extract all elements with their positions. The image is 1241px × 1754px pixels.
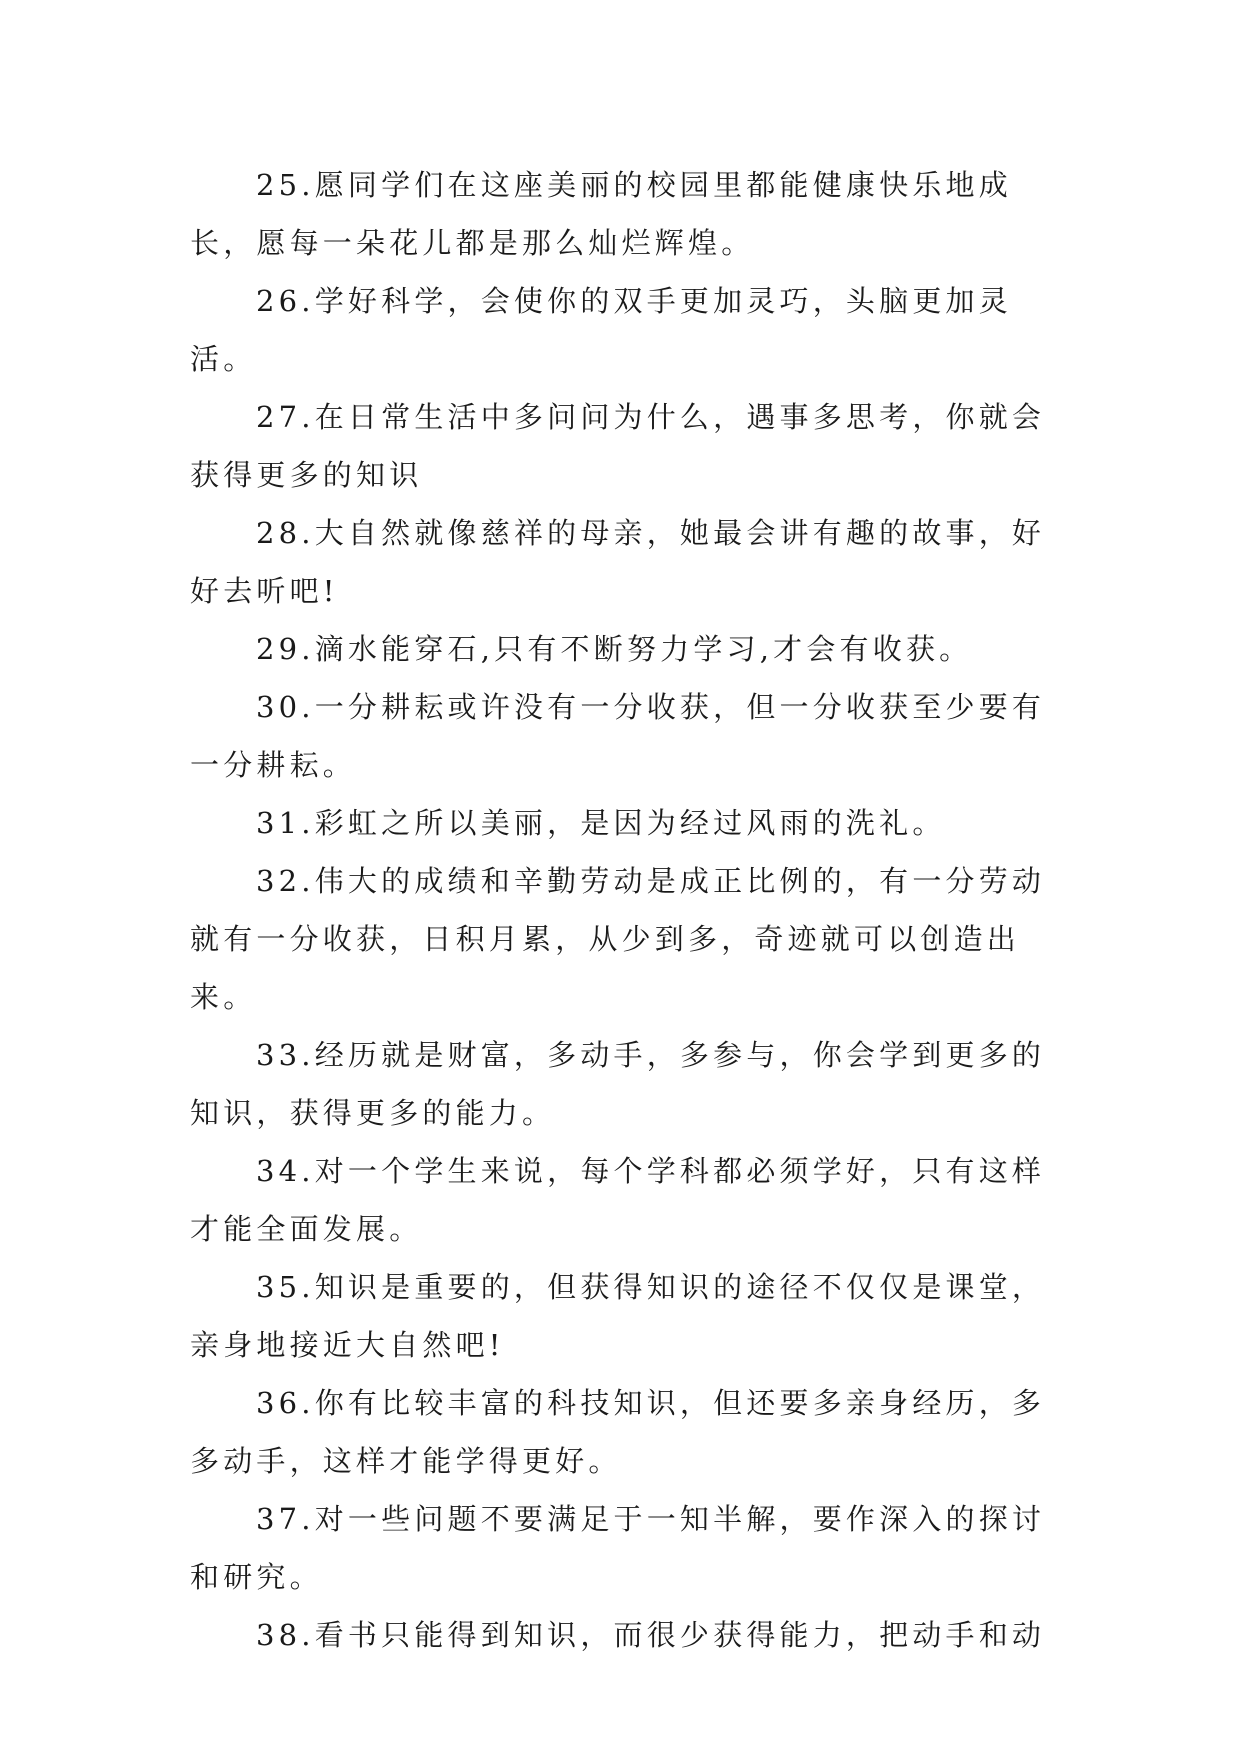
paragraph-35: 35.知识是重要的，但获得知识的途径不仅仅是课堂，亲身地接近大自然吧!	[190, 1270, 1046, 1362]
paragraph-26: 26.学好科学，会使你的双手更加灵巧，头脑更加灵活。	[190, 284, 1012, 376]
paragraph-32: 32.伟大的成绩和辛勤劳动是成正比例的，有一分劳动就有一分收获，日积月累，从少到多，奇迹就可以创造出来。	[190, 864, 1046, 1014]
paragraph-28: 28.大自然就像慈祥的母亲，她最会讲有趣的故事，好好去听吧!	[190, 516, 1046, 608]
paragraph-34: 34.对一个学生来说，每个学科都必须学好，只有这样才能全面发展。	[190, 1154, 1046, 1246]
paragraph-25: 25.愿同学们在这座美丽的校园里都能健康快乐地成长，愿每一朵花儿都是那么灿烂辉煌。	[190, 168, 1012, 260]
document-body	[190, 156, 1060, 1664]
paragraph-30: 30.一分耕耘或许没有一分收获，但一分收获至少要有一分耕耘。	[190, 690, 1046, 782]
paragraph-29: 29.滴水能穿石,只有不断努力学习,才会有收获。	[256, 632, 973, 666]
paragraph-37: 37.对一些问题不要满足于一知半解，要作深入的探讨和研究。	[190, 1502, 1046, 1594]
paragraph-33: 33.经历就是财富，多动手，多参与，你会学到更多的知识，获得更多的能力。	[190, 1038, 1046, 1130]
paragraph-38: 38.看书只能得到知识，而很少获得能力，把动手和动	[256, 1618, 1046, 1652]
paragraph-27: 27.在日常生活中多问问为什么，遇事多思考，你就会获得更多的知识	[190, 400, 1046, 492]
paragraph-31: 31.彩虹之所以美丽，是因为经过风雨的洗礼。	[256, 806, 946, 840]
paragraph-36: 36.你有比较丰富的科技知识，但还要多亲身经历，多多动手，这样才能学得更好。	[190, 1386, 1046, 1478]
